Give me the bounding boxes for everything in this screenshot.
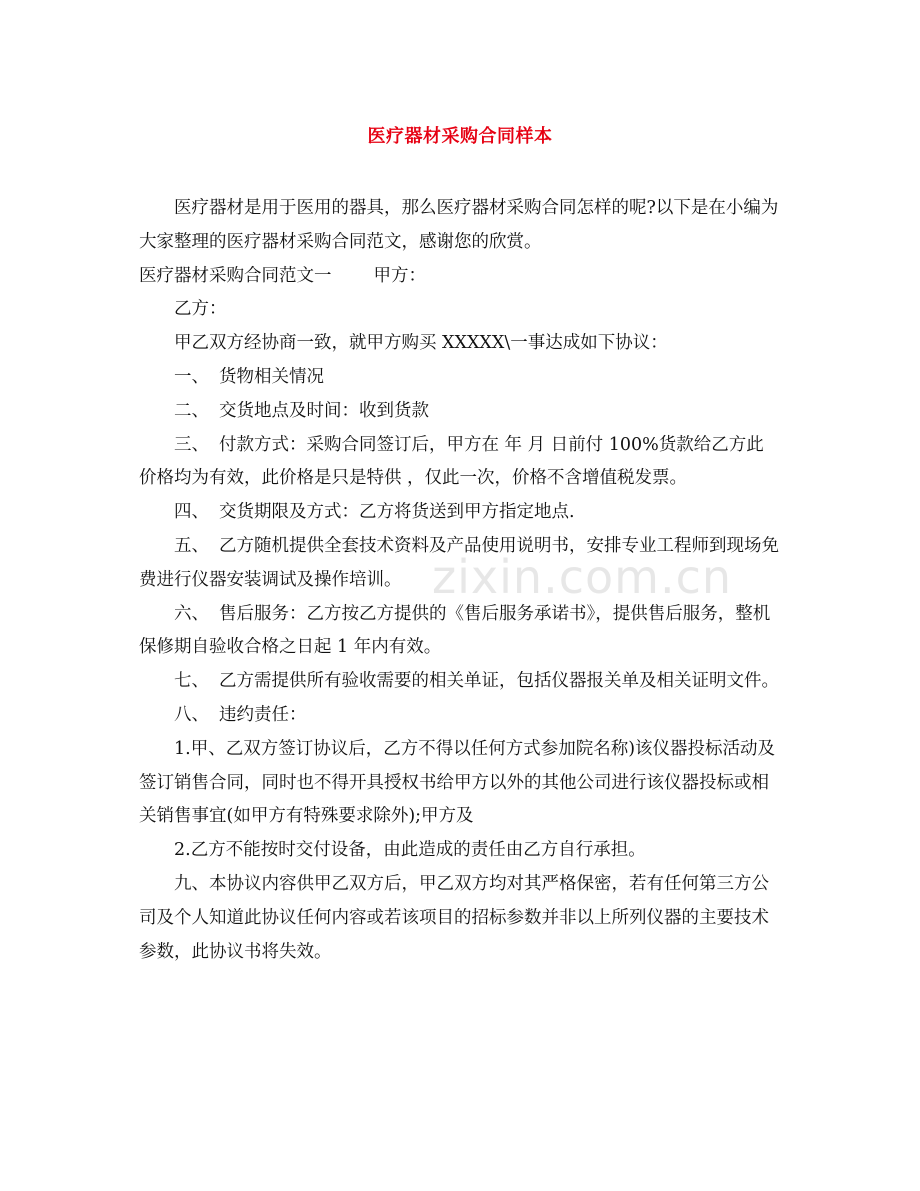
clause-text: 交货地点及时间：收到货款 xyxy=(219,400,429,421)
section-heading-line xyxy=(139,260,781,294)
clause-8 xyxy=(139,699,781,733)
clause-number: 三、 xyxy=(174,434,209,455)
clause-number: 五、 xyxy=(174,535,209,556)
document-body xyxy=(139,192,781,969)
agreement-paragraph: 甲乙双方经协商一致，就甲方购买 XXXXX\一事达成如下协议： xyxy=(174,333,668,354)
section-heading: 医疗器材采购合同范文一 xyxy=(139,265,332,286)
clause-text: 乙方需提供所有验收需要的相关单证，包括仪器报关单及相关证明文件。 xyxy=(219,671,779,692)
clause-3 xyxy=(139,429,781,497)
sub-item-2: 2.乙方不能按时交付设备，由此造成的责任由乙方自行承担。 xyxy=(174,840,646,861)
clause-text: 违约责任： xyxy=(219,704,307,725)
clause-text: 付款方式：采购合同签订后，甲方在 年 月 日前付 100%货款给乙方此价格均为有效，此价格是只是特供 ，仅此一次，价格不含增值税发票。 xyxy=(139,434,764,489)
clause-9: 九、本协议内容供甲乙双方后，甲乙双方均对其严格保密，若有任何第三方公司及个人知道此协议任何内容或若该项目的招标参数并非以上所列仪器的主要技术参数，此协议书将失效。 xyxy=(139,873,769,962)
clause-text: 乙方随机提供全套技术资料及产品使用说明书，安排专业工程师到现场免费进行仪器安装调试及操作培训。 xyxy=(139,535,779,590)
party-b-label: 乙方： xyxy=(174,299,227,320)
clause-2 xyxy=(139,395,781,429)
clause-4 xyxy=(139,496,781,530)
clause-1 xyxy=(139,361,781,395)
clause-number: 一、 xyxy=(174,366,209,387)
clause-text: 交货期限及方式：乙方将货送到甲方指定地点. xyxy=(219,502,575,523)
clause-text: 货物相关情况 xyxy=(219,366,324,387)
clause-text: 售后服务：乙方按乙方提供的《售后服务承诺书》，提供售后服务，整机保修期自验收合格之日起 1 年内有效。 xyxy=(139,603,771,658)
clause-number: 四、 xyxy=(174,502,209,523)
intro-paragraph: 医疗器材是用于医用的器具，那么医疗器材采购合同怎样的呢?以下是在小编为大家整理的医疗器材采购合同范文，感谢您的欣赏。 xyxy=(139,198,779,252)
party-a-label: 甲方： xyxy=(373,265,426,286)
watermark: zixin.com.cn xyxy=(432,550,733,604)
clause-5 xyxy=(139,530,781,598)
clause-7 xyxy=(139,665,781,699)
sub-item-1: 1.甲、乙双方签订协议后，乙方不得以任何方式参加院名称)该仪器投标活动及签订销售合同，同时也不得开具授权书给甲方以外的其他公司进行该仪器投标或相关销售事宜(如甲方有特殊要求除外);甲方及 xyxy=(139,738,776,827)
clause-6 xyxy=(139,598,781,666)
clause-number: 六、 xyxy=(174,603,209,624)
clause-number: 七、 xyxy=(174,671,209,692)
page-title: 医疗器材采购合同样本 xyxy=(367,126,553,147)
clause-number: 二、 xyxy=(174,400,209,421)
clause-number: 八、 xyxy=(174,704,209,725)
